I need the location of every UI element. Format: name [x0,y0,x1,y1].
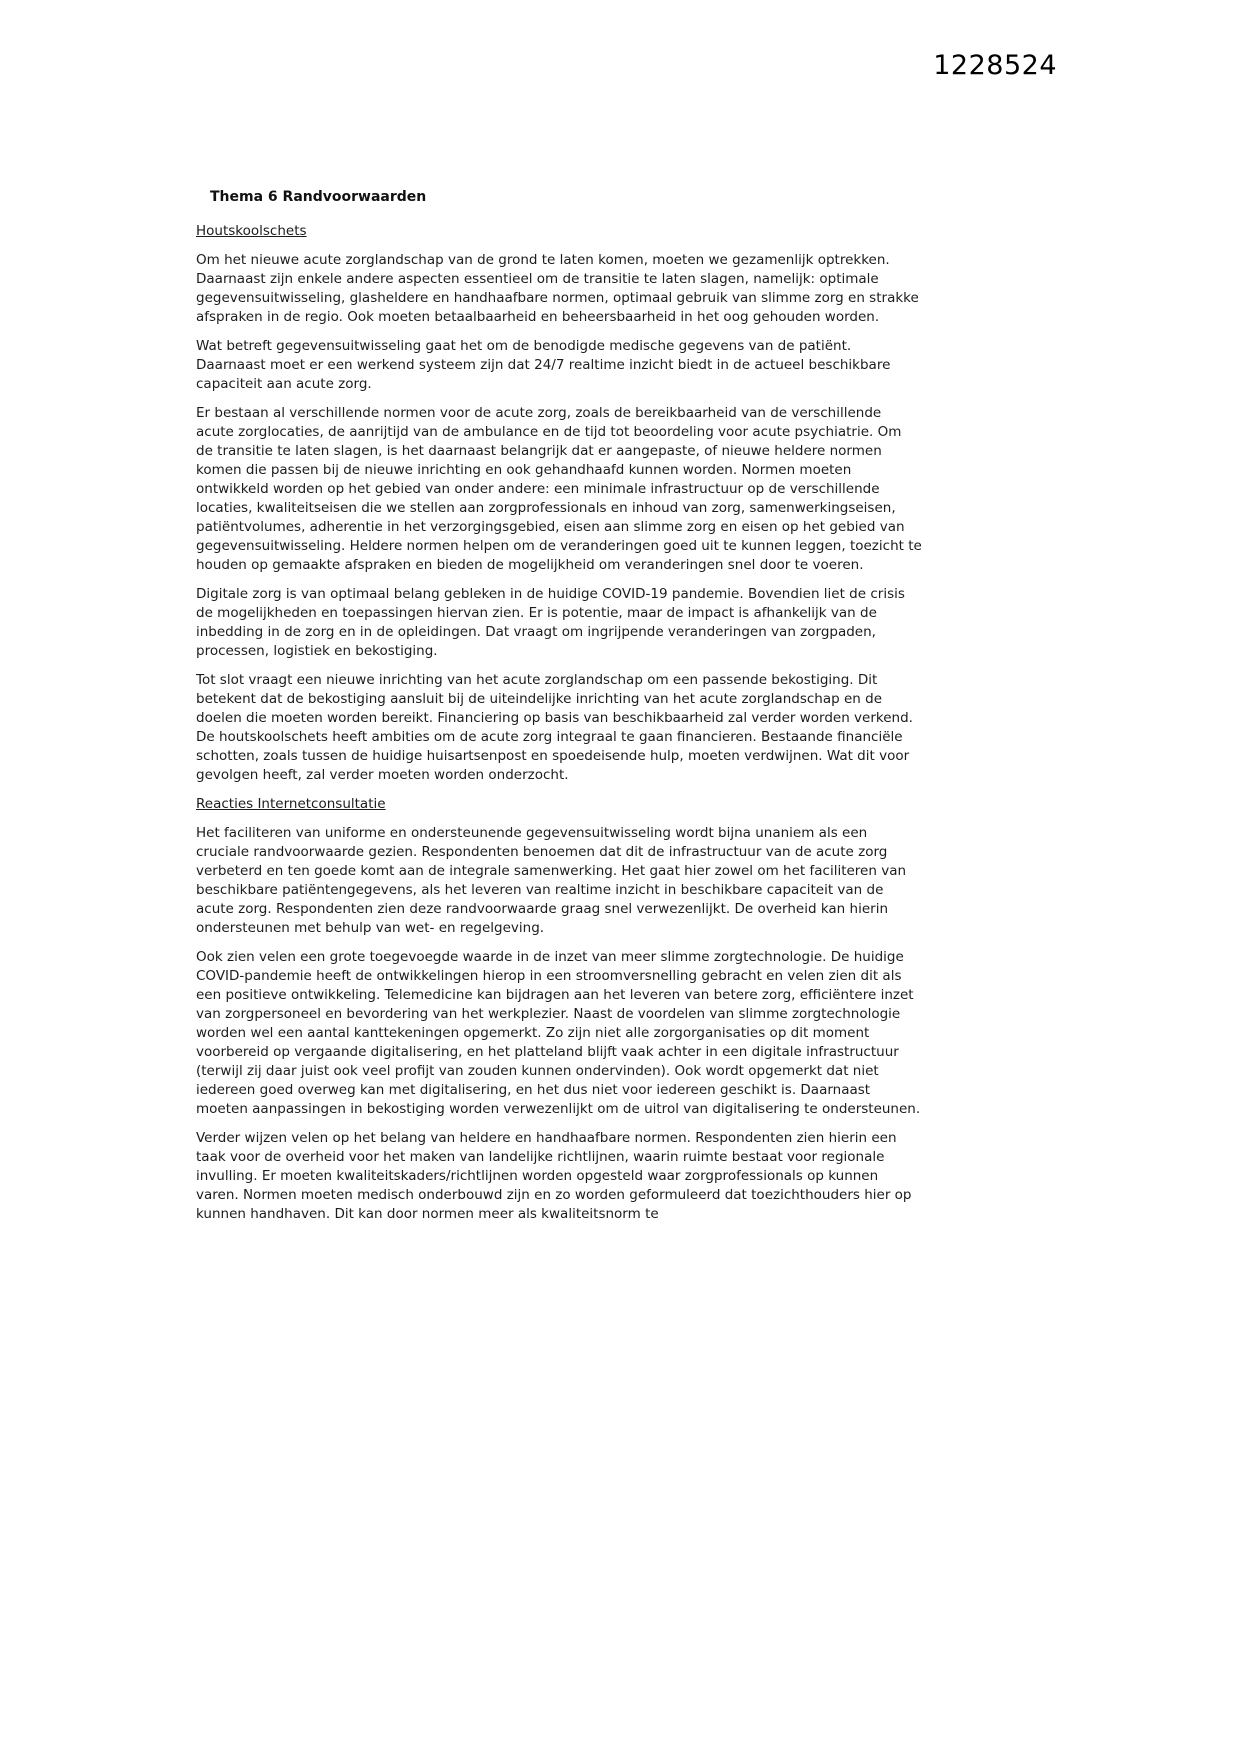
paragraph: Wat betreft gegevensuitwisseling gaat het om de benodigde medische gegevens van de patiënt. Daarnaast moet er een werkend systeem zijn dat 24/7 realtime inzicht biedt in de actueel beschikbare capaciteit aan acute zorg. [196,338,891,392]
document-content [196,188,922,1234]
paragraph: Het faciliteren van uniforme en ondersteunende gegevensuitwisseling wordt bijna unaniem als een cruciale randvoorwaarde gezien. Respondenten benoemen dat dit de infrastructuur van de acute zorg verbeterd en ten goede komt aan de integrale samenwerking. Het gaat hier zowel om het faciliteren van beschikbare patiëntengegevens, als het leveren van realtime inzicht in beschikbare capaciteit van de acute zorg. Respondenten zien deze randvoorwaarde graag snel verwezenlijkt. De overheid kan hierin ondersteunen met behulp van wet- en regelgeving. [196,825,907,936]
paragraph: Om het nieuwe acute zorglandschap van de grond te laten komen, moeten we gezamenlijk optrekken. Daarnaast zijn enkele andere aspecten essentieel om de transitie te laten slagen, namelijk: optimale gegevensuitwisseling, glasheldere en handhaafbare normen, optimaal gebruik van slimme zorg en strakke afspraken in de regio. Ook moeten betaalbaarheid en beheersbaarheid in het oog gehouden worden. [196,252,919,325]
paragraph: Er bestaan al verschillende normen voor de acute zorg, zoals de bereikbaarheid van de verschillende acute zorglocaties, de aanrijtijd van de ambulance en de tijd tot beoordeling voor acute psychiatrie. Om de transitie te laten slagen, is het daarnaast belangrijk dat er aangepaste, of nieuwe heldere normen komen die passen bij de nieuwe inrichting en ook gehandhaafd kunnen worden. Normen moeten ontwikkeld worden op het gebied van onder andere: een minimale infrastructuur op de verschillende locaties, kwaliteitseisen die we stellen aan zorgprofessionals en inhoud van zorg, samenwerkingseisen, patiëntvolumes, adherentie in het verzorgingsgebied, eisen aan slimme zorg en eisen op het gebied van gegevensuitwisseling. Heldere normen helpen om de veranderingen goed uit te kunnen leggen, toezicht te houden op gemaakte afspraken en bieden de mogelijkheid om veranderingen snel door te voeren. [196,405,922,573]
paragraph: Verder wijzen velen op het belang van heldere en handhaafbare normen. Respondenten zien hierin een taak voor de overheid voor het maken van landelijke richtlijnen, waarin ruimte bestaat voor regionale invulling. Er moeten kwaliteitskaders/richtlijnen worden opgesteld waar zorgprofessionals op kunnen varen. Normen moeten medisch onderbouwd zijn en zo worden geformuleerd dat toezichthouders hier op kunnen handhaven. Dit kan door normen meer als kwaliteitsnorm te [196,1130,912,1222]
paragraph: Tot slot vraagt een nieuwe inrichting van het acute zorglandschap om een passende bekostiging. Dit betekent dat de bekostiging aansluit bij de uiteindelijke inrichting van het acute zorglandschap en de doelen die moeten worden bereikt. Financiering op basis van beschikbaarheid zal verder worden verkend. De houtskoolschets heeft ambities om de acute zorg integraal te gaan financieren. Bestaande financiële schotten, zoals tussen de huidige huisartsenpost en spoedeisende hulp, moeten verdwijnen. Wat dit voor gevolgen heeft, zal verder moeten worden onderzocht. [196,672,913,783]
page-number: 1228524 [933,50,1057,81]
section-heading-houtskoolschets: Houtskoolschets [196,223,307,239]
paragraph: Digitale zorg is van optimaal belang gebleken in de huidige COVID-19 pandemie. Bovendien liet de crisis de mogelijkheden en toepassingen hiervan zien. Er is potentie, maar de impact is afhankelijk van de inbedding in de zorg en in de opleidingen. Dat vraagt om ingrijpende veranderingen van zorgpaden, processen, logistiek en bekostiging. [196,586,905,659]
paragraph: Ook zien velen een grote toegevoegde waarde in de inzet van meer slimme zorgtechnologie. De huidige COVID-pandemie heeft de ontwikkelingen hierop in een stroomversnelling gebracht en velen zien dit als een positieve ontwikkeling. Telemedicine kan bijdragen aan het leveren van betere zorg, efficiëntere inzet van zorgpersoneel en bevordering van het werkplezier. Naast de voordelen van slimme zorgtechnologie worden wel een aantal kanttekeningen opgemerkt. Zo zijn niet alle zorgorganisaties op dit moment voorbereid op vergaande digitalisering, en het platteland blijft vaak achter in een digitale infrastructuur (terwijl zij daar juist ook veel profijt van zouden kunnen ondervinden). Ook wordt opgemerkt dat niet iedereen goed overweg kan met digitalisering, en het dus niet voor iedereen geschikt is. Daarnaast moeten aanpassingen in bekostiging worden verwezenlijkt om de uitrol van digitalisering te ondersteunen. [196,949,921,1117]
document-title: Thema 6 Randvoorwaarden [210,189,427,205]
section-heading-reacties-internetconsultatie: Reacties Internetconsultatie [196,796,386,812]
